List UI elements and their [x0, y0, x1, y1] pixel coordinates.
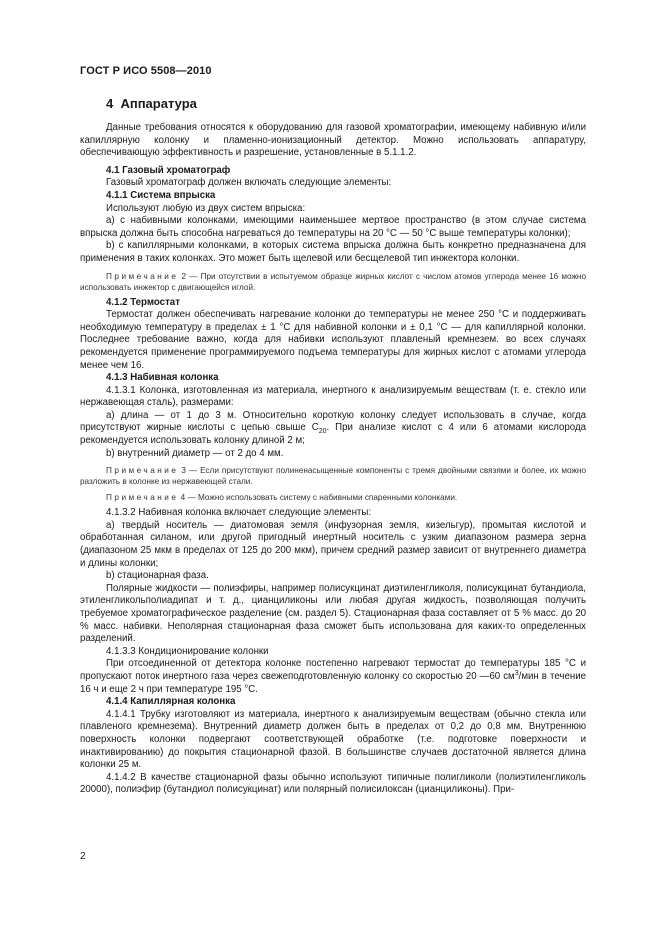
note-label: Примечание [106, 271, 179, 281]
paragraph-4-1-3-2: 4.1.3.2 Набивная колонка включает следующие элементы: [106, 507, 372, 519]
note-4 [80, 492, 586, 503]
paragraph-conditioning: При отсоединенной от детектора колонке постепенно нагревают термостат до температуры 185 °С и пропускают поток инертного газа через свежеподготовленную колонку со скоростью 20 —60 $см^3$/мин в течение 16 ч и еще 2 ч при температуре 195 °С. [80, 658, 586, 695]
note-number: 4 [180, 493, 186, 503]
list-item-4-1-3-2-a: а) твердый носитель — диатомовая земля (инфузорная земля, кизельгур), промытая кислотой и обработанная силаном, или другой пригодный инертный носитель с узким диапазоном размера зерна (диапазоном 25 мкм в пределах от 125 до 200 мкм), причем средний размер зависит от внутреннего диаметра и длины колонки; [80, 519, 586, 569]
note-number: 3 [181, 466, 186, 476]
note-text: — При отсутствии в испытуемом образце жирных кислот с числом атомов углерода менее 16 можно использовать инжектор с двигающейся иглой. [80, 271, 587, 292]
heading-4-1-2: 4.1.2 Термостат [106, 296, 180, 308]
heading-4-1-1: 4.1.1 Система впрыска [106, 189, 216, 201]
list-item-4-1-3-1-a: а) длина — от 1 до 3 м. Относительно короткую колонку следует использовать в случае, когда присутствуют жирные кислоты с цепью свыше $С_{20}$. При анализе кислот с 4 или 6 атомами кислорода рекомендуется использовать колонку длиной 2 м; [80, 409, 586, 447]
paragraph-4-1-2: Термостат должен обеспечивать нагревание колонки до температуры не менее 250 °С и поддерживать необходимую температуру в пределах ± 1 °С для набивной колонки и ± 0,1 °С — для капиллярной колонки. Последнее требование важно, когда для набивки используют плавленый кремнезем. во всех случаях рекомендуется применение программируемого подъема температуры для жирных кислот с атомами углерода менее чем 16. [80, 309, 586, 371]
standard-header: ГОСТ Р ИСО 5508—2010 [80, 65, 212, 77]
heading-4-1-3: 4.1.3 Набивная колонка [106, 372, 219, 384]
heading-4-1-4: 4.1.4 Капиллярная колонка [106, 696, 236, 708]
document-body [80, 122, 586, 797]
intro-paragraph: Данные требования относятся к оборудованию для газовой хроматографии, имеющему набивную и/или капиллярную колонку и пламенно-ионизационный детектор. Можно использовать аппаратуру, обеспечивающую эффективность и разрешение, установленные в 5.1.1.2. [80, 122, 586, 159]
note-2 [80, 271, 586, 293]
list-item-4-1-3-1-b: b) внутренний диаметр — от 2 до 4 мм. [106, 447, 284, 459]
section-title: Аппаратура [120, 96, 197, 111]
note-text: — Можно использовать систему с набивными спаренными колонками. [187, 493, 458, 503]
heading-4-1: 4.1 Газовый хроматограф [106, 164, 231, 176]
paragraph-stationary-phase: Полярные жидкости — полиэфиры, например полисукцинат диэтиленгликоля, полисукцинат бутандиола, этиленгликольполиадипат и т. д., цианциликоны или любая другая жидкость, позволяющая получить требуемое хроматографическое разделение (см. раздел 5). Стационарная фаза составляет от 5 % масс. до 20 % масс. набивки. Неполярная стационарная фаза сможет быть использована для каких-то определенных разделений. [80, 582, 586, 645]
section-number: 4 [106, 96, 114, 111]
section-heading [106, 96, 197, 111]
paragraph-4-1-4-2: 4.1.4.2 В качестве стационарной фазы обычно используют типичные полигликоли (полиэтиленгликоль 20000), полиэфир (бутандиол полисукцинат) или полярный полисилоксан (цианциликоны). При- [80, 771, 586, 796]
note-text: — Если присутствуют полиненасыщенные компоненты с тремя двойными связями и более, их можно разложить в колонке из нержавеющей стали. [80, 466, 586, 487]
list-item-4-1-1-b: b) с капиллярными колонками, в которых система впрыска должна быть конкретно предназначена для применения в таких колонках. Это может быть щелевой или бесщелевой тип инжектора колонки. [80, 240, 586, 264]
note-number: 2 [181, 271, 187, 281]
paragraph-4-1-3-1: 4.1.3.1 Колонка, изготовленная из материала, инертного к анализируемым веществам (т. е. стекло или нержавеющая сталь), размерами: [80, 384, 586, 409]
paragraph-4-1-4-1: 4.1.4.1 Трубку изготовляют из материала, инертного к анализируемым веществам (обычно стекла или плавленого кремнезема). Внутренний диаметр должен быть в пределах от 0,2 до 0,8 мм. Внутреннюю поверхность колонки подвергают соответствующей обработке (т.е. подготовке поверхности и инактивированию) до покрытия стационарной фазой. В большинстве случаев достаточной является длина колонки 25 м. [80, 708, 586, 771]
list-item-4-1-1-a: а) с набивными колонками, имеющими наименьшее мертвое пространство (в этом случае система впрыска должна быть способна нагреваться до температуры на 20 °С — 50 °С выше температуры колонки); [80, 215, 586, 239]
paragraph-4-1-1: Используют любую из двух систем впрыска: [106, 202, 306, 214]
paragraph-4-1-3-3: 4.1.3.3 Кондиционирование колонки [106, 645, 269, 657]
list-item-4-1-3-2-b: b) стационарная фаза. [106, 570, 209, 582]
page-number: 2 [80, 851, 86, 862]
note-3 [80, 465, 586, 487]
paragraph-4-1: Газовый хроматограф должен включать следующие элементы: [106, 177, 392, 189]
note-label: Примечание [106, 493, 179, 503]
note-label: Примечание [106, 466, 179, 476]
